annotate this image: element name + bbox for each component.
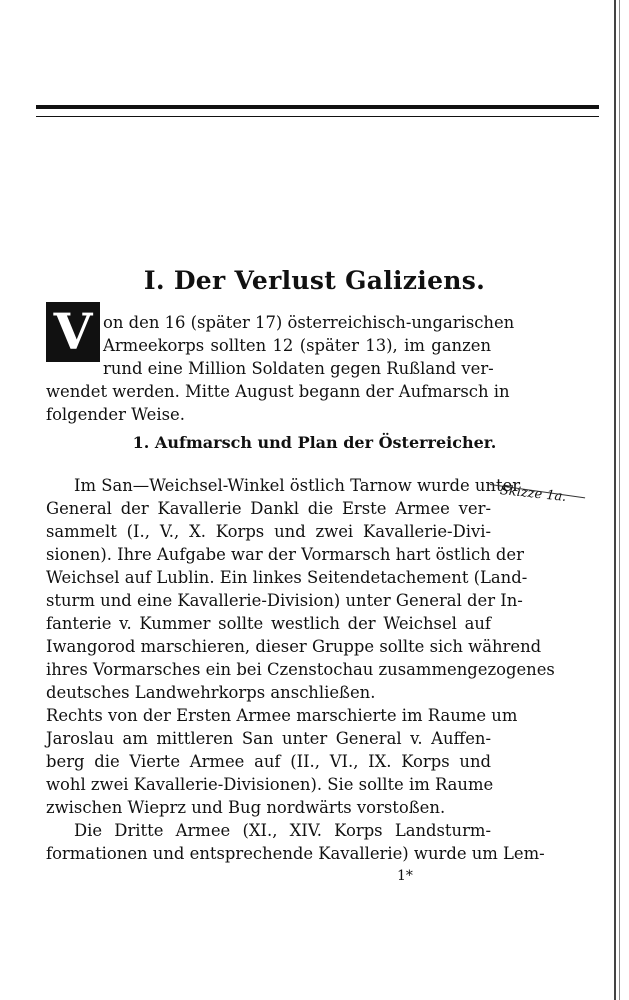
page-edge-line (614, 0, 616, 1000)
text-line: Jaroslau am mittleren San unter General v. Auffen- (46, 729, 491, 748)
text-line: formationen und entsprechende Kavallerie) wurde um Lem- (46, 844, 545, 863)
text-line: sionen). Ihre Aufgabe war der Vormarsch hart östlich der (46, 545, 524, 564)
text-line: wohl zwei Kavallerie-Divisionen). Sie sollte im Raume (46, 775, 494, 794)
text-line: berg die Vierte Armee auf (II., VI., IX. Korps und (46, 752, 491, 771)
text-line: wendet werden. Mitte August begann der Aufmarsch in (46, 382, 510, 401)
text-line: Weichsel auf Lublin. Ein linkes Seitendetachement (Land- (46, 568, 528, 587)
text-line: ihres Vormarsches ein bei Czenstochau zusammengezogenes (46, 660, 555, 679)
text-line: folgender Weise. (46, 405, 185, 424)
text-line: Im San—Weichsel-Winkel östlich Tarnow wurde unter (74, 476, 521, 495)
text-line: rund eine Million Soldaten gegen Rußland ver- (103, 359, 494, 378)
text-line: General der Kavallerie Dankl die Erste Armee ver- (46, 499, 491, 518)
header-rule-thin (36, 116, 599, 117)
text-line: Armeekorps sollten 12 (später 13), im ganzen (103, 336, 491, 355)
text-line: sturm und eine Kavallerie-Division) unter General der In- (46, 591, 523, 610)
text-line: Iwangorod marschieren, dieser Gruppe sollte sich während (46, 637, 542, 656)
page-edge-line-inner (619, 0, 620, 1000)
margin-note: Skizze 1a. (499, 483, 568, 505)
drop-cap-initial: V (46, 302, 100, 362)
text-line: on den 16 (später 17) österreichisch-ungarischen (103, 313, 515, 332)
text-line: sammelt (I., V., X. Korps und zwei Kavallerie-Divi- (46, 522, 491, 541)
section-heading: 1. Aufmarsch und Plan der Österreicher. (132, 433, 497, 452)
text-line: deutsches Landwehrkorps anschließen. (46, 683, 376, 702)
chapter-title: I. Der Verlust Galiziens. (143, 266, 486, 295)
header-rule-thick (36, 105, 599, 109)
text-line: Rechts von der Ersten Armee marschierte im Raume um (46, 706, 518, 725)
text-line: Die Dritte Armee (XI., XIV. Korps Landsturm- (74, 821, 491, 840)
text-line: fanterie v. Kummer sollte westlich der Weichsel auf (46, 614, 491, 633)
text-line: zwischen Wieprz und Bug nordwärts vorstoßen. (46, 798, 446, 817)
page-number: 1* (397, 868, 413, 884)
